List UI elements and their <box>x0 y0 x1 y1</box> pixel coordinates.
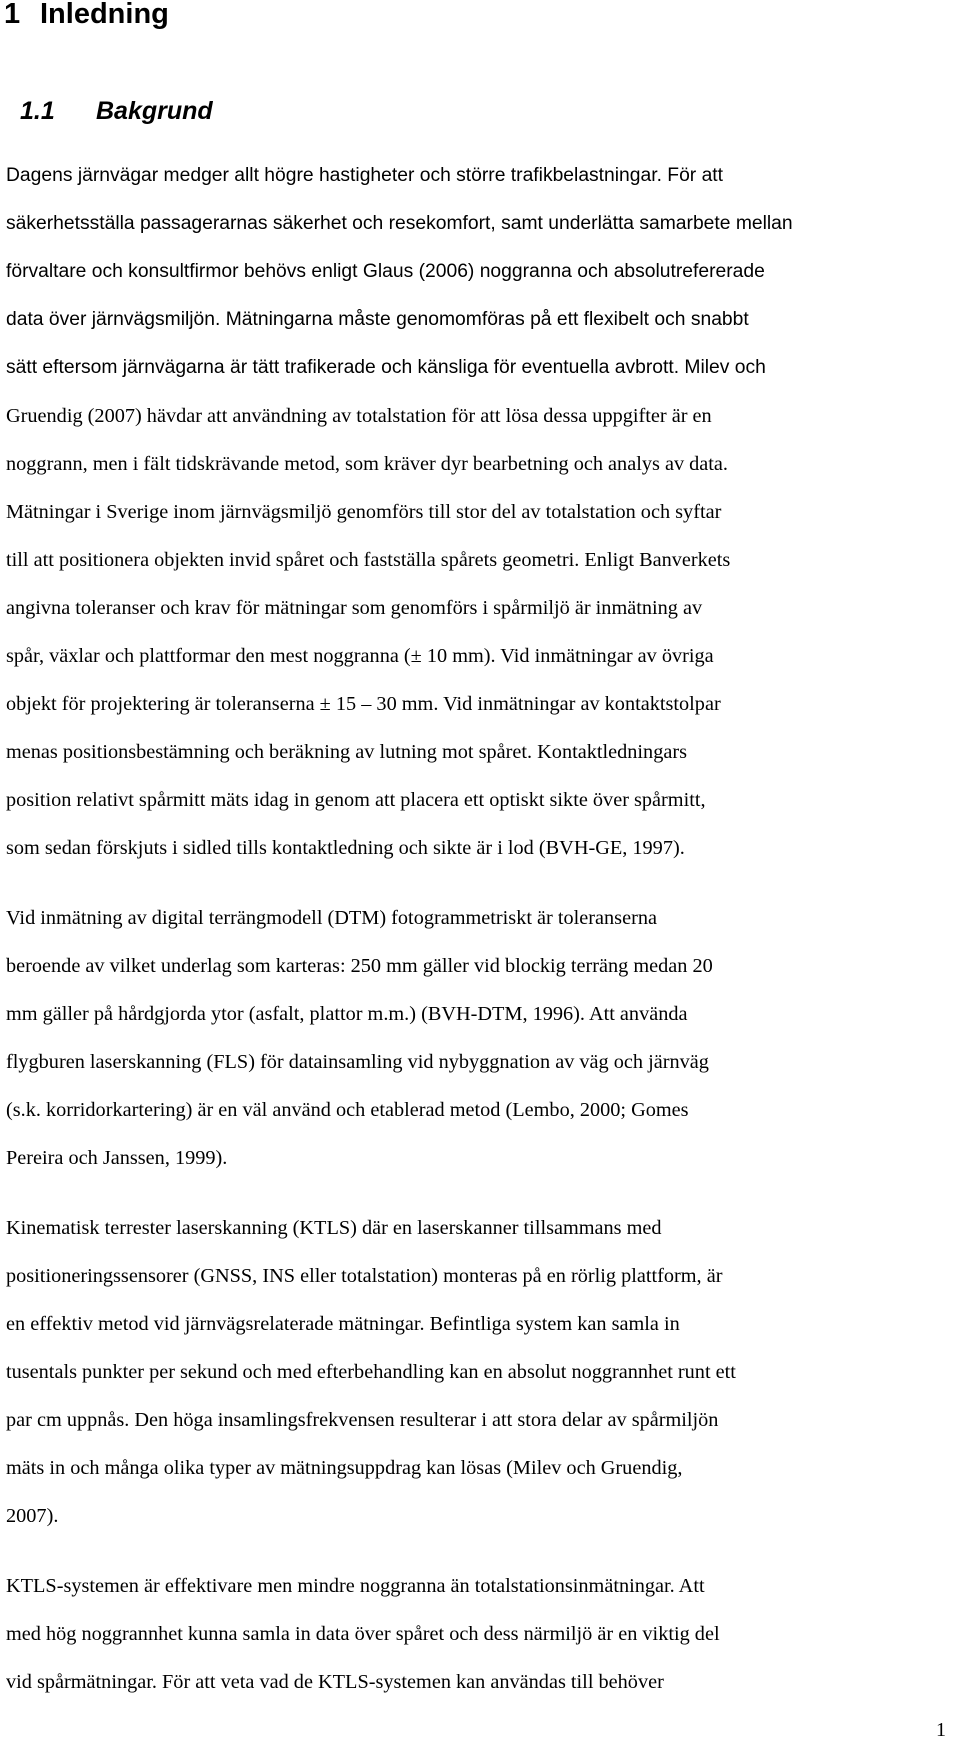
chapter-number: 1 <box>4 0 21 30</box>
text-line: KTLS-systemen är effektivare men mindre noggranna än totalstationsinmätningar. Att <box>6 1575 705 1597</box>
text-line: par cm uppnås. Den höga insamlingsfrekvensen resulterar i att stora delar av spårmiljön <box>6 1409 719 1431</box>
section-heading <box>20 93 213 129</box>
text-line: beroende av vilket underlag som karteras: 250 mm gäller vid blockig terräng medan 20 <box>6 955 713 977</box>
text-line: objekt för projektering är toleranserna ± 15 – 30 mm. Vid inmätningar av kontaktstolpar <box>6 693 721 715</box>
text-line: vid spårmätningar. För att veta vad de KTLS-systemen kan användas till behöver <box>6 1671 664 1693</box>
section-title: Bakgrund <box>96 97 213 125</box>
page-number: 1 <box>936 1719 946 1741</box>
text-line: mm gäller på hårdgjorda ytor (asfalt, plattor m.m.) (BVH-DTM, 1996). Att använda <box>6 1003 688 1025</box>
chapter-heading <box>4 0 169 34</box>
chapter-title: Inledning <box>40 0 169 30</box>
text-line: angivna toleranser och krav för mätningar som genomförs i spårmiljö är inmätning av <box>6 597 703 619</box>
text-line: säkerhetsställa passagerarnas säkerhet och resekomfort, samt underlätta samarbete mellan <box>6 213 793 234</box>
text-line: med hög noggrannhet kunna samla in data över spåret och dess närmiljö är en viktig del <box>6 1623 720 1645</box>
text-line: Kinematisk terrester laserskanning (KTLS) där en laserskanner tillsammans med <box>6 1217 662 1239</box>
text-line: tusentals punkter per sekund och med efterbehandling kan en absolut noggrannhet runt ett <box>6 1361 736 1383</box>
text-line: menas positionsbestämning och beräkning av lutning mot spåret. Kontaktledningars <box>6 741 687 763</box>
text-line: positioneringssensorer (GNSS, INS eller totalstation) monteras på en rörlig plattform, är <box>6 1265 723 1287</box>
text-line: noggrann, men i fält tidskrävande metod, som kräver dyr bearbetning och analys av data. <box>6 453 729 475</box>
text-line: Mätningar i Sverige inom järnvägsmiljö genomförs till stor del av totalstation och syftar <box>6 501 722 523</box>
text-line: som sedan förskjuts i sidled tills kontaktledning och sikte är i lod (BVH-GE, 1997). <box>6 837 685 859</box>
text-line: Vid inmätning av digital terrängmodell (DTM) fotogrammetriskt är toleranserna <box>6 907 657 929</box>
text-line: Gruendig (2007) hävdar att användning av totalstation för att lösa dessa uppgifter är en <box>6 405 712 427</box>
text-line: spår, växlar och plattformar den mest noggranna (± 10 mm). Vid inmätningar av övriga <box>6 645 714 667</box>
text-line: Pereira och Janssen, 1999). <box>6 1147 228 1169</box>
text-line: Dagens järnvägar medger allt högre hastigheter och större trafikbelastningar. För att <box>6 165 724 186</box>
text-line: flygburen laserskanning (FLS) för datainsamling vid nybyggnation av väg och järnväg <box>6 1051 709 1073</box>
text-line: (s.k. korridorkartering) är en väl använd och etablerad metod (Lembo, 2000; Gomes <box>6 1099 689 1121</box>
text-line: data över järnvägsmiljön. Mätningarna måste genomomföras på ett flexibelt och snabbt <box>6 309 749 330</box>
text-line: 2007). <box>6 1505 59 1527</box>
text-line: sätt eftersom järnvägarna är tätt trafikerade och känsliga för eventuella avbrott. Milev och <box>6 357 766 378</box>
text-line: mäts in och många olika typer av mätningsuppdrag kan lösas (Milev och Gruendig, <box>6 1457 683 1479</box>
text-line: position relativt spårmitt mäts idag in genom att placera ett optiskt sikte över spårmitt, <box>6 789 706 811</box>
text-line: en effektiv metod vid järnvägsrelaterade mätningar. Befintliga system kan samla in <box>6 1313 680 1335</box>
text-line: till att positionera objekten invid spåret och fastställa spårets geometri. Enligt Banverkets <box>6 549 731 571</box>
text-line: förvaltare och konsultfirmor behövs enligt Glaus (2006) noggranna och absolutrefererade <box>6 261 765 282</box>
section-number: 1.1 <box>20 97 55 125</box>
